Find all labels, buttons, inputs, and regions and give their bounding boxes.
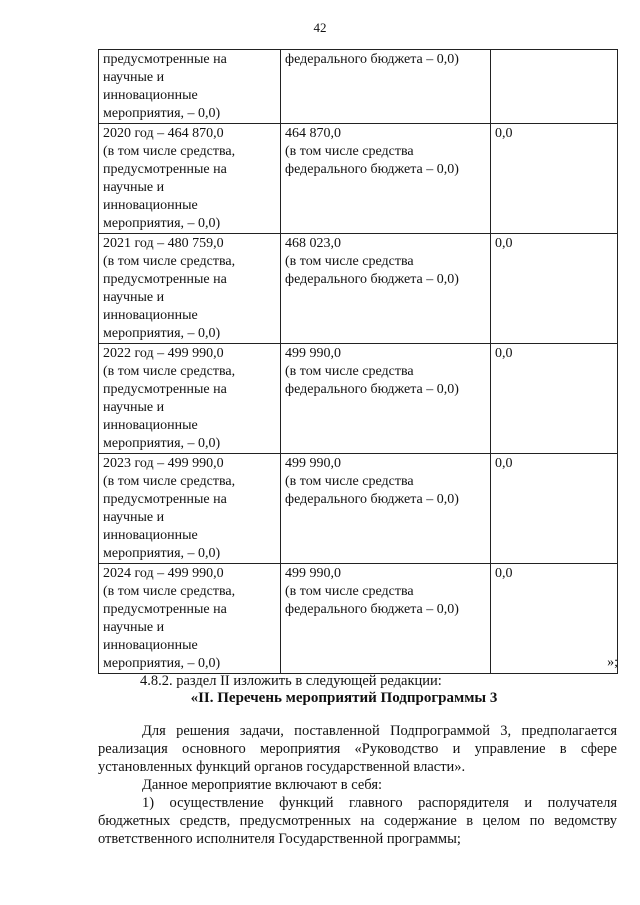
- amendment-intro: 4.8.2. раздел II изложить в следующей редакции:: [140, 673, 442, 689]
- table-row: [99, 564, 618, 674]
- cell-line: инновационные: [103, 198, 198, 213]
- cell-line: (в том числе средства: [285, 474, 414, 489]
- cell-line: предусмотренные на: [103, 602, 227, 617]
- cell-line: федерального бюджета – 0,0): [285, 602, 459, 617]
- cell-line: (в том числе средства,: [103, 254, 236, 269]
- cell-line: (в том числе средства: [285, 584, 414, 599]
- cell-line: мероприятия, – 0,0): [103, 546, 221, 561]
- cell-line: (в том числе средства: [285, 254, 414, 269]
- table-row: [99, 50, 618, 124]
- table-cell-1: [99, 50, 281, 124]
- cell-line: научные и: [103, 400, 165, 415]
- list-item-1: 1) осуществление функций главного распорядителя и получателя бюджетных средств, предусмотренных на содержание в целом по ведомству ответственного исполнителя Государственной программы;: [98, 795, 617, 847]
- table-cell-1: [99, 564, 281, 674]
- cell-line: мероприятия, – 0,0): [103, 436, 221, 451]
- cell-line: федерального бюджета – 0,0): [285, 382, 459, 397]
- cell-line: мероприятия, – 0,0): [103, 106, 221, 121]
- cell-line: научные и: [103, 510, 165, 525]
- cell-line: инновационные: [103, 308, 198, 323]
- cell-line: научные и: [103, 180, 165, 195]
- paragraph-includes: Данное мероприятие включают в себя:: [142, 777, 383, 793]
- cell-line: предусмотренные на: [103, 272, 227, 287]
- table-cell-1: [99, 454, 281, 564]
- cell-line: (в том числе средства,: [103, 144, 236, 159]
- cell-line: 2023 год – 499 990,0: [103, 456, 224, 471]
- table-row: [99, 344, 618, 454]
- table-cell-2: [281, 124, 491, 234]
- cell-line: предусмотренные на: [103, 492, 227, 507]
- table-cell-3: [491, 50, 618, 124]
- table-cell-2: [281, 50, 491, 124]
- cell-line: инновационные: [103, 88, 198, 103]
- cell-line: 464 870,0: [285, 126, 341, 141]
- table-cell-3: [491, 234, 618, 344]
- budget-table-body: [99, 50, 618, 674]
- cell-line: (в том числе средства,: [103, 474, 236, 489]
- cell-line: (в том числе средства,: [103, 584, 236, 599]
- cell-line: предусмотренные на: [103, 162, 227, 177]
- table-row: [99, 454, 618, 564]
- cell-line: инновационные: [103, 638, 198, 653]
- cell-line: инновационные: [103, 528, 198, 543]
- table-cell-1: [99, 124, 281, 234]
- closing-quote: »;: [607, 655, 618, 670]
- cell-line: федерального бюджета – 0,0): [285, 272, 459, 287]
- cell-line: 468 023,0: [285, 236, 341, 251]
- table-cell-2: [281, 234, 491, 344]
- cell-line: федерального бюджета – 0,0): [285, 492, 459, 507]
- cell-line: 499 990,0: [285, 346, 341, 361]
- table-cell-2: [281, 344, 491, 454]
- cell-line: 0,0: [495, 236, 513, 251]
- table-cell-3: [491, 124, 618, 234]
- cell-line: 499 990,0: [285, 456, 341, 471]
- cell-line: (в том числе средства: [285, 364, 414, 379]
- cell-line: 499 990,0: [285, 566, 341, 581]
- cell-line: 0,0: [495, 346, 513, 361]
- cell-line: научные и: [103, 290, 165, 305]
- paragraph-task: Для решения задачи, поставленной Подпрограммой 3, предполагается реализация основного мероприятия «Руководство и управление в сфере установленных функций органов государственной власти».: [98, 723, 617, 775]
- cell-line: научные и: [103, 70, 165, 85]
- cell-line: (в том числе средства,: [103, 364, 236, 379]
- cell-line: мероприятия, – 0,0): [103, 656, 221, 671]
- cell-line: 0,0: [495, 456, 513, 471]
- page-number: 42: [313, 20, 327, 35]
- cell-line: 2021 год – 480 759,0: [103, 236, 224, 251]
- cell-line: 0,0: [495, 566, 513, 581]
- cell-line: предусмотренные на: [103, 382, 227, 397]
- table-cell-3: [491, 564, 618, 674]
- table-row: [99, 234, 618, 344]
- cell-line: инновационные: [103, 418, 198, 433]
- section-heading: «II. Перечень мероприятий Подпрограммы 3: [190, 690, 498, 706]
- table-cell-1: [99, 344, 281, 454]
- cell-line: федерального бюджета – 0,0): [285, 162, 459, 177]
- cell-line: (в том числе средства: [285, 144, 414, 159]
- table-cell-3: [491, 454, 618, 564]
- cell-line: федерального бюджета – 0,0): [285, 52, 459, 67]
- cell-line: научные и: [103, 620, 165, 635]
- cell-line: 2022 год – 499 990,0: [103, 346, 224, 361]
- cell-line: 2020 год – 464 870,0: [103, 126, 224, 141]
- table-row: [99, 124, 618, 234]
- budget-table: [98, 49, 618, 674]
- table-cell-3: [491, 344, 618, 454]
- cell-line: 0,0: [495, 126, 513, 141]
- cell-line: мероприятия, – 0,0): [103, 216, 221, 231]
- table-cell-2: [281, 454, 491, 564]
- table-cell-2: [281, 564, 491, 674]
- cell-line: предусмотренные на: [103, 52, 227, 67]
- cell-line: мероприятия, – 0,0): [103, 326, 221, 341]
- table-cell-1: [99, 234, 281, 344]
- cell-line: 2024 год – 499 990,0: [103, 566, 224, 581]
- body-text: [98, 722, 617, 848]
